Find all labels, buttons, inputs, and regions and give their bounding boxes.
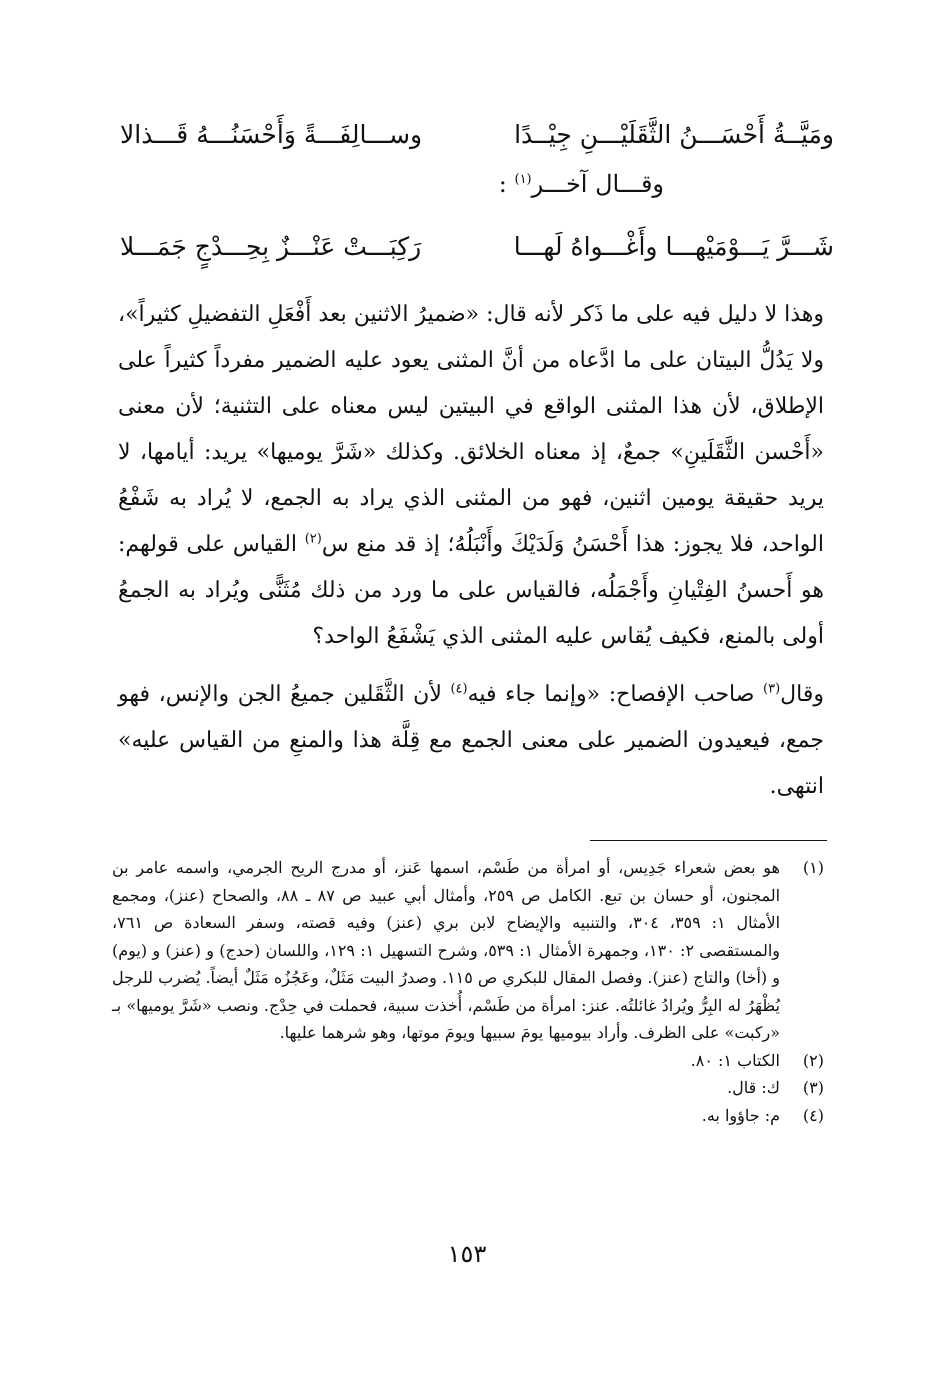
verse-2-second-hemistich: رَكِبَـــتْ عَنْـــزٌ بِحِـــدْجٍ جَمَـــلا [120,232,422,261]
paragraph-2-middle: صاحب الإفصاح: «وإنما جاء فيه [467,682,764,707]
footnote-3 [112,1074,824,1102]
footnote-text: هو بعض شعراء جَدِيس، أو امرأة من طَسْم، اسمها عَنز، أو مدرج الريح الجرمي، واسمه عامر بن المجنون، أو حسان بن تبع. الكامل ص ٢٥٩، وأمثال أبي عبيد ص ٨٧ ـ ٨٨، والصحاح (عنز)، ومجمع الأمثال ١: ٣٥٩، ٣٠٤، والتنبيه والإيضاح لابن بري (عنز) وفيه قصته، وسفر السعادة ص ٧٦١، والمستقصى ٢: ١٣٠، وجمهرة الأمثال ١: ٥٣٩، وشرح التسهيل ١: ١٢٩، واللسان (حدج) و (عنز) و (يوم) و (أخا) والتاج (عنز). وفصل المقال للبكري ص ١١٥. وصدرُ البيت مَثَلٌ، وعَجُزُه مَثَلٌ أيضاً. يُضرب للرجل يُظْهَرُ له البِرُّ ويُرادُ غائلتُه. عنز: امرأة من طَسْم، أُخذت سبية، فحملت في حِدْج. ونصب «شَرَّ يوميها» بـ «ركبت» على الظرف. وأراد بيوميها يومَ سبيها ويومَ موتها، وهو شرهما عليها. [112,858,781,1042]
verse-intro [499,170,664,198]
verse-1 [120,120,834,149]
verse-intro-colon: : [498,170,515,198]
footnote-ref-3: (٣) [763,681,781,697]
body-text [118,292,824,810]
verse-intro-text: وقـــال آخـــر [531,170,664,198]
page-number: ١٥٣ [447,1240,487,1268]
verse-1-first-hemistich: ومَيَّــةُ أَحْسَـــنُ الثَّقَلَيْـــنِ جِيْــدًا [514,120,834,149]
footnote-number: (٢) [802,1050,824,1070]
footnote-1 [112,854,824,1047]
footnote-2 [112,1047,824,1075]
footnotes [112,854,824,1129]
paragraph-2 [118,672,824,810]
paragraph-1-text: وهذا لا دليل فيه على ما ذَكر لأنه قال: «ضميرُ الاثنين بعد أَفْعَلِ التفضيلِ كثيراً»، ولا يَدُلُّ البيتان على ما ادَّعاه من أنَّ المثنى يعود عليه الضمير مفرداً كثيراً على الإطلاق، لأن هذا المثنى الواقع في البيتين ليس معناه على التثنية؛ لأن معنى «أَحْسن الثَّقَلَينِ» جمعٌ، إذ معناه الخلائق. وكذلك «شَرَّ يوميها» يريد: أيامها، لا يريد حقيقة يومين اثنين، فهو من المثنى الذي يراد به الجمع، لا يُراد به شَفْعُ الواحد، فلا يجوز: هذا أَحْسَنُ وَلَدَيْكَ وأَنْبَلُهُ؛ إذ قد منع س [118,302,824,557]
verse-2-first-hemistich: شَـــرَّ يَـــوْمَيْهـــا وأَغْـــواهُ لَهـــا [513,232,834,261]
footnote-number: (٣) [802,1078,824,1097]
footnote-text: ك: قال. [727,1078,780,1097]
footnote-text: الكتاب ١: ٨٠. [690,1050,780,1070]
footnote-ref-4: (٤) [450,681,468,697]
verse-2 [120,232,834,261]
paragraph-1 [118,292,824,660]
paragraph-2-end: لأن الثَّقَلين جميعُ الجن والإنس، فهو جمع، فيعيدون الضمير على معنى الجمع مع قِلَّة هذا والمنعِ من القياس عليه» انتهى. [118,682,824,799]
footnote-separator [590,840,827,841]
paragraph-2-start: وقال [780,682,824,707]
footnote-number: (١) [802,858,824,877]
footnote-number: (٤) [802,1105,824,1125]
footnote-text: م: جاؤوا به. [701,1105,780,1125]
verse-1-second-hemistich: وســـالِفَـــةً وَأَحْسَنُـــهُ قَـــذالا [120,120,423,149]
footnote-4 [112,1102,824,1130]
footnote-ref-2: (٢) [304,531,322,547]
footnote-ref-1: (١) [514,172,532,187]
paragraph-1-text-continued: القياس على قولهم: هو أَحسنُ الفِتْيانِ وأَجْمَلُه، فالقياس على ما ورد من ذلك مُثَنًّى ويُراد به الجمعُ أولى بالمنع، فكيف يُقاس عليه المثنى الذي يَشْفَعُ الواحد؟ [118,532,824,649]
